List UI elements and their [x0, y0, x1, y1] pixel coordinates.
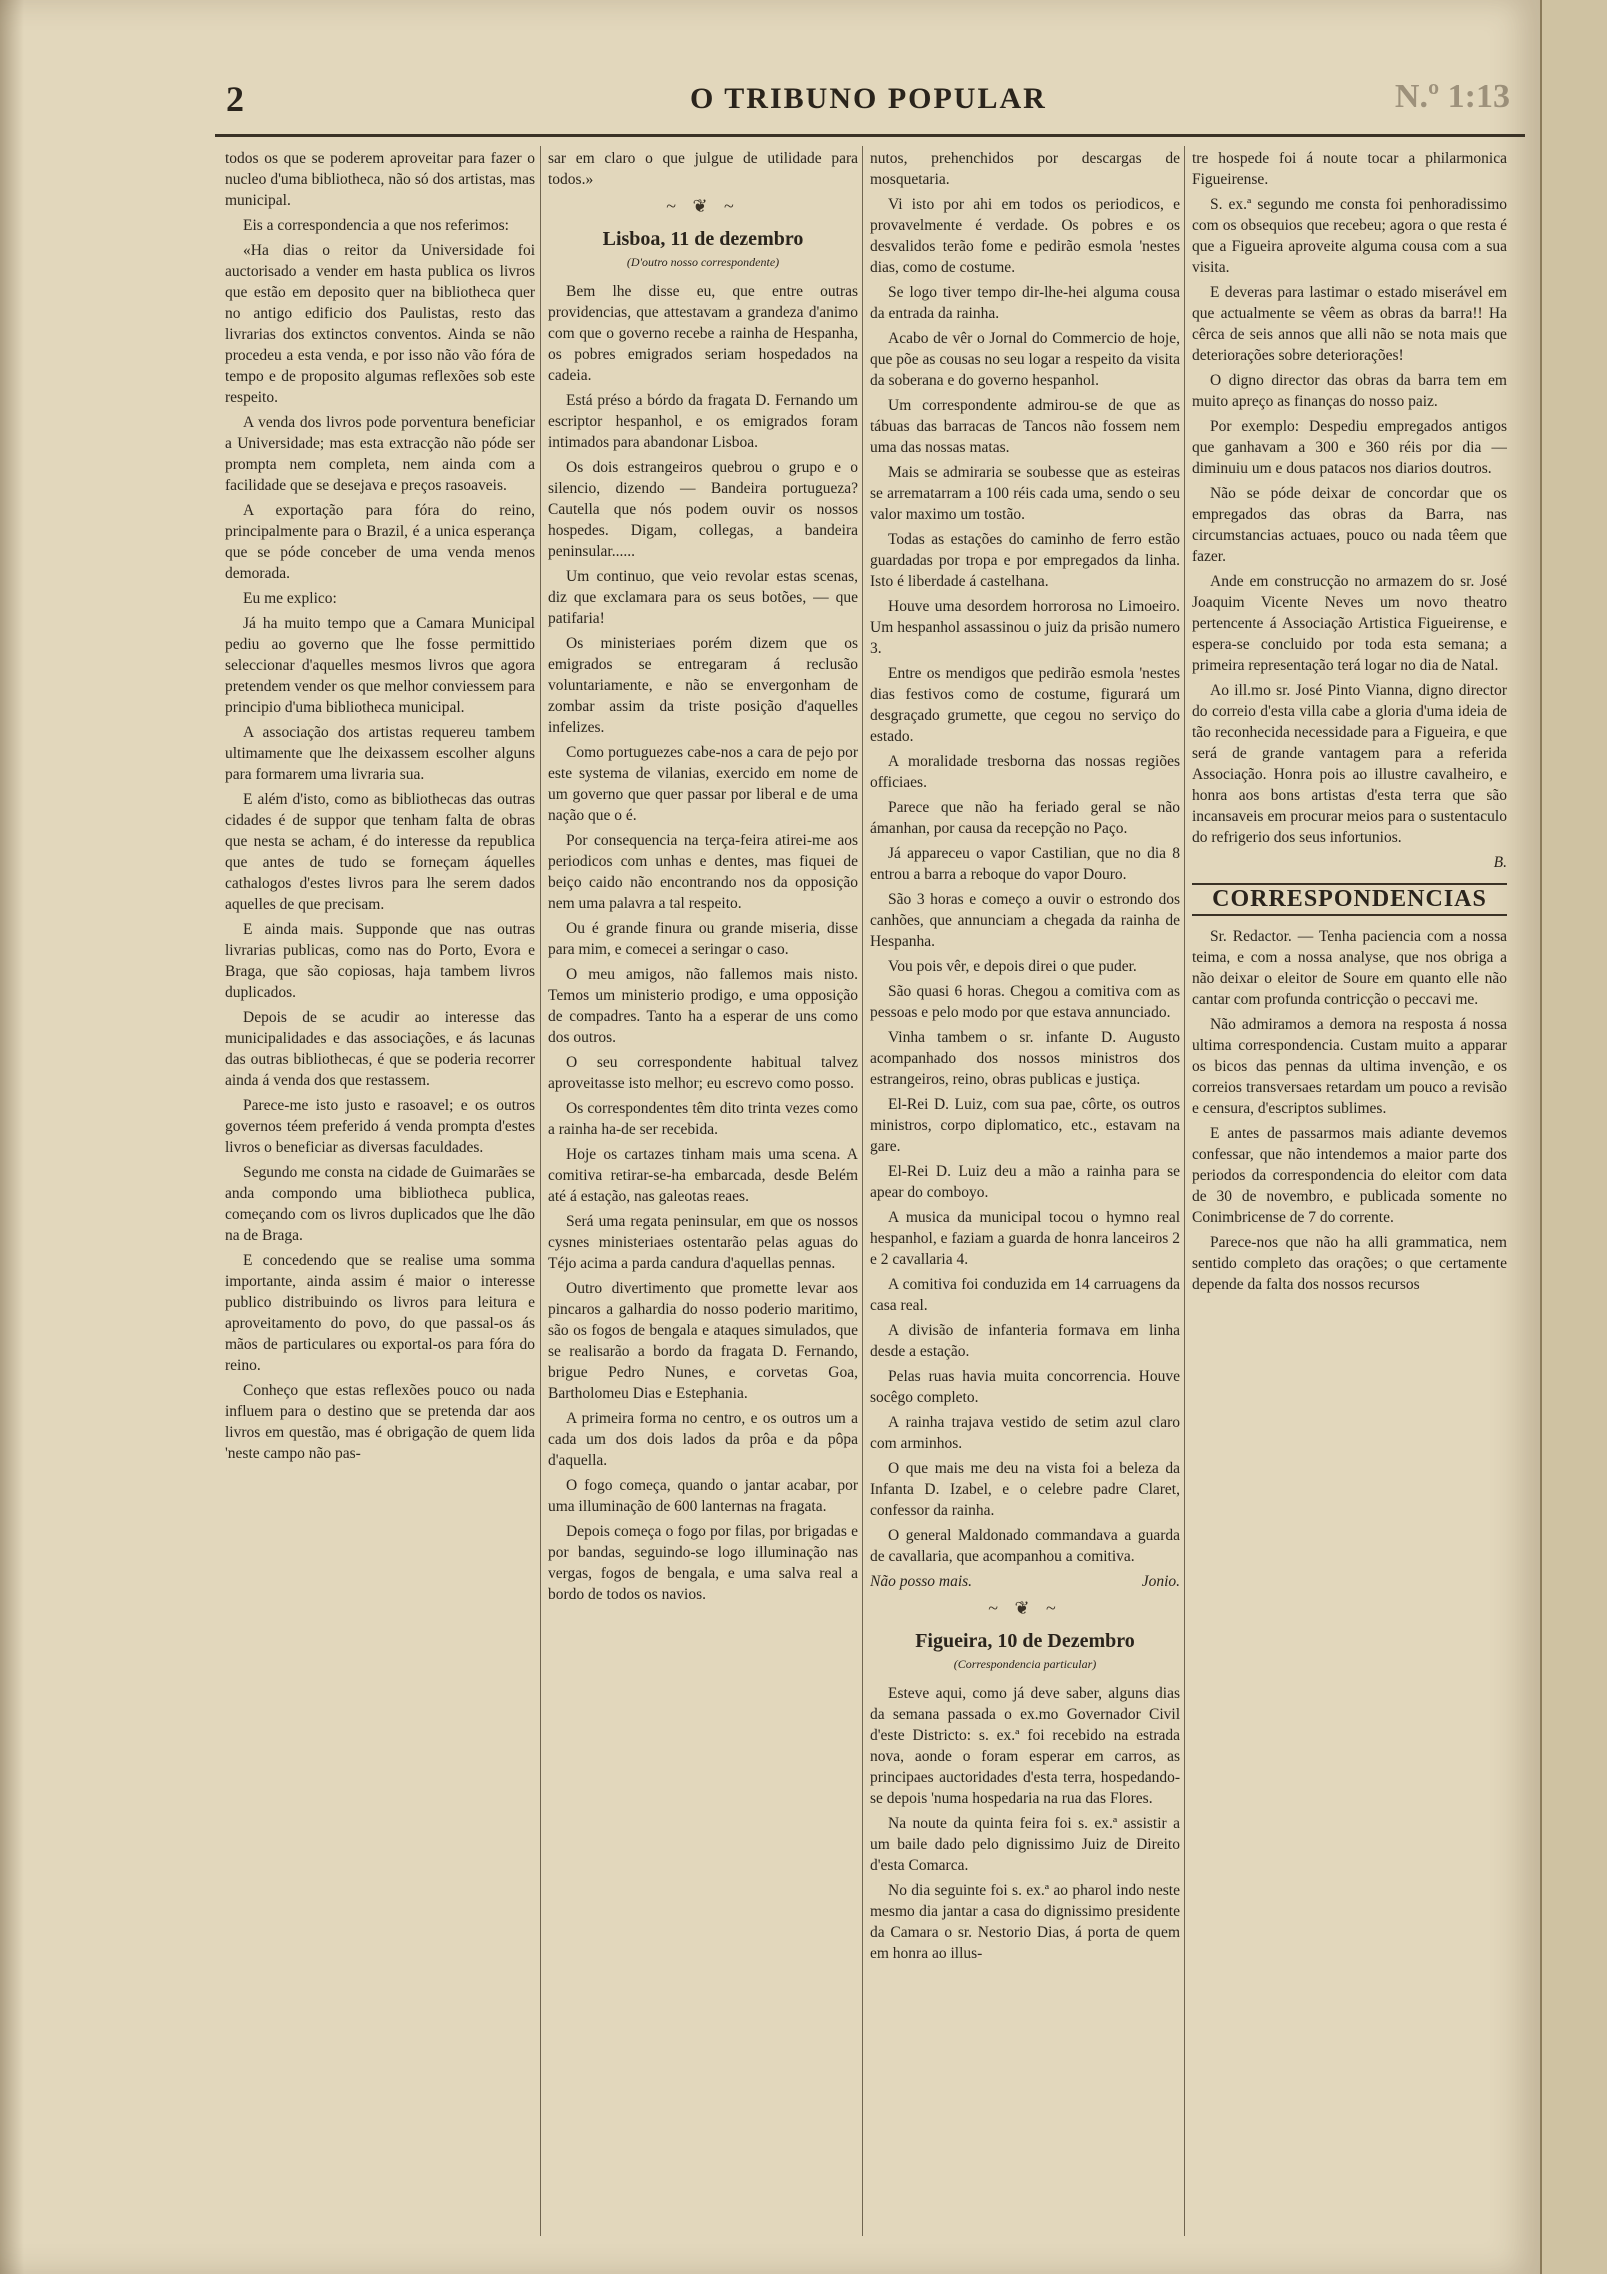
- paragraph: Parece-me isto justo e rasoavel; e os outros governos téem preferido á venda prompta d'estes livros o beneficiar as diversas faculdades.: [225, 1097, 535, 1156]
- paragraph: O meu amigos, não fallemos mais nisto. Temos um ministerio prodigo, e uma opposição de compadres. Tanto ha a esperar de uns como dos outros.: [548, 966, 858, 1046]
- paragraph: Por consequencia na terça-feira atirei-me aos periodicos com unhas e dentes, mas fiquei de beiço caido não encontrando nos da opposição nem uma palavra a tal respeito.: [548, 832, 858, 912]
- paragraph: Parece-nos que não ha alli grammatica, nem sentido completo das orações; o que certamente depende da falta dos nossos recursos: [1192, 1234, 1507, 1293]
- paragraph: Na noute da quinta feira foi s. ex.ª assistir a um baile dado pelo dignissimo Juiz de Direito d'esta Comarca.: [870, 1815, 1180, 1874]
- issue-number: N.º 1:13: [1394, 78, 1510, 115]
- paragraph: Mais se admiraria se soubesse que as esteiras se arrematarram a 100 réis cada uma, sendo o seu valor maximo um tostão.: [870, 464, 1180, 523]
- column-divider: [540, 146, 541, 2236]
- paragraph: A venda dos livros pode porventura beneficiar a Universidade; mas esta extracção não póde ser prompta nem completa, nem ainda com a facilidade que se desejava e preços rasoaveis.: [225, 414, 535, 494]
- paragraph: São 3 horas e começo a ouvir o estrondo dos canhões, que annunciam a chegada da rainha de Hespanha.: [870, 891, 1180, 950]
- paragraph: Todas as estações do caminho de ferro estão guardadas por tropa e por empregados da linha. Isto é liberdade á castelhana.: [870, 531, 1180, 590]
- adjacent-page-edge: [1540, 0, 1607, 2274]
- paragraph: Esteve aqui, como já deve saber, alguns dias da semana passada o ex.mo Governador Civil d'este Districto: s. ex.ª foi recebido na estrada nova, aonde o foram esperar em carros, as principaes auctoridades d'esta terra, hospedando-se depois 'numa hospedaria na rua das Flores.: [870, 1685, 1180, 1807]
- paragraph: Depois de se acudir ao interesse das municipalidades e das associações, e ás lacunas das outras bibliothecas, é que se poderia recorrer ainda á venda dos que restassem.: [225, 1009, 535, 1089]
- paragraph: El-Rei D. Luiz deu a mão a rainha para se apear do comboyo.: [870, 1163, 1180, 1201]
- paragraph: Os correspondentes têm dito trinta vezes como a rainha ha-de ser recebida.: [548, 1100, 858, 1138]
- paragraph: Depois começa o fogo por filas, por brigadas e por bandas, seguindo-se logo illuminação nas vergas, fogos de bengala, e uma salva real a bordo de todos os navios.: [548, 1523, 858, 1603]
- paragraph: Não se póde deixar de concordar que os empregados das obras da Barra, nas circumstancias actuaes, pouco ou nada têem que fazer.: [1192, 485, 1507, 565]
- paragraph: Já ha muito tempo que a Camara Municipal pediu ao governo que lhe fosse permittido seleccionar d'aquelles mesmos livros que agora pretendem vender os que melhor conviessem para principio d'uma bibliotheca municipal.: [225, 615, 535, 716]
- column-divider: [862, 146, 863, 2236]
- byline: (Correspondencia particular): [953, 1657, 1097, 1671]
- ornament-divider: ~ ❦ ~: [666, 196, 740, 216]
- paragraph: A associação dos artistas requereu tambem ultimamente que lhe deixassem escolher alguns para formarem uma livraria sua.: [225, 724, 535, 783]
- paragraph: A moralidade tresborna das nossas regiões officiaes.: [870, 753, 1180, 791]
- paragraph: O digno director das obras da barra tem em muito apreço as finanças do nosso paiz.: [1192, 372, 1507, 410]
- paragraph: O que mais me deu na vista foi a beleza da Infanta D. Izabel, e o celebre padre Claret, confessor da rainha.: [870, 1460, 1180, 1519]
- paragraph: El-Rei D. Luiz, com sua pae, côrte, os outros ministros, corpo diplomatico, etc., estavam na gare.: [870, 1096, 1180, 1155]
- paragraph: sar em claro o que julgue de utilidade para todos.»: [548, 150, 858, 188]
- column-1: [225, 148, 535, 2228]
- paragraph: Vinha tambem o sr. infante D. Augusto acompanhado dos nossos ministros dos estrangeiros, reino, obras publicas e justiça.: [870, 1029, 1180, 1088]
- paragraph: O general Maldonado commandava a guarda de cavallaria, que acompanhou a comitiva.: [870, 1527, 1180, 1565]
- page-number: 2: [226, 79, 244, 119]
- paragraph: Conheço que estas reflexões pouco ou nada influem para o destino que se pretenda dar aos livros em questão, mas é obrigação de quem lida 'neste campo não pas-: [225, 1382, 535, 1462]
- paragraph: A exportação para fóra do reino, principalmente para o Brazil, é a unica esperança que se póde conceber de uma venda menos demorada.: [225, 502, 535, 582]
- paragraph: E concedendo que se realise uma somma importante, ainda assim é maior o interesse publico distribuindo os livros para leitura e aproveitamento do povo, do que passal-os ás mãos de particulares ou exportal-os para fóra do reino.: [225, 1252, 535, 1374]
- paragraph: O seu correspondente habitual talvez aproveitasse isto melhor; eu escrevo como posso.: [548, 1054, 858, 1092]
- paragraph: E deveras para lastimar o estado miserável em que actualmente se vêem as obras da barra!! Ha cêrca de seis annos que alli não se nota mais que deteriorações sobre deteriorações!: [1192, 284, 1507, 364]
- page-fold-shadow: [0, 0, 24, 2274]
- paragraph: Segundo me consta na cidade de Guimarães se anda compondo uma bibliotheca publica, começando com os livros duplicados que lhe dão na de Braga.: [225, 1164, 535, 1244]
- masthead-rule: [215, 134, 1525, 137]
- paragraph: Eis a correspondencia a que nos referimos:: [243, 217, 509, 234]
- signature-jonio: Jonio.: [1141, 1573, 1180, 1590]
- paragraph: São quasi 6 horas. Chegou a comitiva com as pessoas e pelo modo por que estava annunciado.: [870, 983, 1180, 1021]
- paper-title: O TRIBUNO POPULAR: [690, 82, 1047, 115]
- paragraph: Não admiramos a demora na resposta á nossa ultima correspondencia. Custam muito a apparar os bicos das pennas da ultima invenção, e os correios transversaes retardam um pouco a revisão e censura, d'escriptos sublimes.: [1192, 1016, 1507, 1117]
- paragraph: No dia seguinte foi s. ex.ª ao pharol indo neste mesmo dia jantar a casa do dignissimo presidente da Camara o sr. Nestorio Dias, á porta de quem em honra ao illus-: [870, 1882, 1180, 1962]
- paragraph: A divisão de infanteria formava em linha desde a estação.: [870, 1322, 1180, 1360]
- dateline-figueira: Figueira, 10 de Dezembro: [915, 1630, 1135, 1652]
- dateline-lisboa: Lisboa, 11 de dezembro: [602, 228, 804, 250]
- closing-row: [870, 1571, 1180, 1592]
- paragraph: Ao ill.mo sr. José Pinto Vianna, digno director do correio d'esta villa cabe a gloria d'uma ideia de tão reconhecida necessidade para a Figueira, e que será de grande vantagem para a referida Associação. Honra pois ao illustre cavalheiro, e honra aos bons artistas d'esta terra que são incansaveis em procurar meios para o sustentaculo do refrigerio dos seus infortunios.: [1192, 682, 1507, 846]
- paragraph: E além d'isto, como as bibliothecas das outras cidades é de suppor que tenham falta de obras que nesta se acham, é do interesse da republica que antes de tudo se forneçam áquelles cathalogos d'estes livros para lhe serem dados aquelles de que precisam.: [225, 791, 535, 913]
- paragraph: A comitiva foi conduzida em 14 carruagens da casa real.: [870, 1276, 1180, 1314]
- signature-b: B.: [1493, 854, 1507, 871]
- paragraph: O fogo começa, quando o jantar acabar, por uma illuminação de 600 lanternas na fragata.: [548, 1477, 858, 1515]
- paragraph: Acabo de vêr o Jornal do Commercio de hoje, que põe as cousas no seu logar a respeito da visita da soberana e do governo hespanhol.: [870, 330, 1180, 389]
- paragraph: Será uma regata peninsular, em que os nossos cysnes ministeriaes ostentarão pelas aguas do Téjo acima a parda candura d'aquellas pennas.: [548, 1213, 858, 1272]
- paragraph: Parece que não ha feriado geral se não ámanhan, por causa da recepção no Paço.: [870, 799, 1180, 837]
- paragraph: Os ministeriaes porém dizem que os emigrados se entregaram á reclusão voluntariamente, e não se envergonham de zombar assim da triste posição d'aquelles infelizes.: [548, 635, 858, 736]
- paragraph: Outro divertimento que promette levar aos pincaros a galhardia do nosso poderio maritimo, são os fogos de bengala e ataques simulados, que se realisarão a bordo da fragata D. Fernando, brigue Pedro Nunes, e corvetas Goa, Bartholomeu Dias e Estephania.: [548, 1280, 858, 1402]
- paragraph: Já appareceu o vapor Castilian, que no dia 8 entrou a barra a reboque do vapor Douro.: [870, 845, 1180, 883]
- paragraph: Entre os mendigos que pedirão esmola 'nestes dias festivos como de costume, figurará um desgraçado grumette, que cegou no serviço do estado.: [870, 665, 1180, 745]
- ornament-divider: ~ ❦ ~: [988, 1598, 1062, 1618]
- paragraph: Vi isto por ahi em todos os periodicos, e provavelmente é verdade. Os pobres e os desvalidos terão fome e pedirão esmola 'nestes dias, como de costume.: [870, 196, 1180, 276]
- paragraph: Houve uma desordem horrorosa no Limoeiro. Um hespanhol assassinou o juiz da prisão numero 3.: [870, 598, 1180, 657]
- paragraph: Ande em construcção no armazem do sr. José Joaquim Vicente Neves um novo theatro pertencente á Associação Artistica Figueirense, e espera-se concluido por toda esta semana; a primeira representação terá logar no dia de Natal.: [1192, 573, 1507, 674]
- paragraph: nutos, prehenchidos por descargas de mosquetaria.: [870, 150, 1180, 188]
- byline: (D'outro nosso correspondente): [626, 255, 780, 269]
- paragraph: Os dois estrangeiros quebrou o grupo e o silencio, dizendo — Bandeira portugueza? Cautella que nós podem ouvir os nossos hospedes. Digam, collegas, a bandeira peninsular......: [548, 459, 858, 560]
- paragraph: S. ex.ª segundo me consta foi penhoradissimo com os obsequios que recebeu; agora o que resta é que a Figueira aproveite alguma cousa com a sua visita.: [1192, 196, 1507, 276]
- section-title-correspondencias: CORRESPONDENCIAS: [1192, 883, 1507, 916]
- paragraph: A musica da municipal tocou o hymno real hespanhol, e faziam a guarda de honra lanceiros 2 e 2 cavallaria 4.: [870, 1209, 1180, 1268]
- paragraph: Por exemplo: Despediu empregados antigos que ganhavam a 300 e 360 réis por dia — diminuiu um e dous patacos nos diarios doutros.: [1192, 418, 1507, 477]
- column-4: [1192, 148, 1507, 2228]
- paragraph: E ainda mais. Supponde que nas outras livrarias publicas, como nas do Porto, Evora e Braga, que são copiosas, haja tambem livros duplicados.: [225, 921, 535, 1001]
- paragraph: Se logo tiver tempo dir-lhe-hei alguma cousa da entrada da rainha.: [870, 284, 1180, 322]
- paragraph: E antes de passarmos mais adiante devemos confessar, que não intendemos a maior parte dos periodos da correspondencia do eleitor com data de 30 de novembro, e publicada somente no Conimbricense de 7 do corrente.: [1192, 1125, 1507, 1226]
- paragraph: «Ha dias o reitor da Universidade foi auctorisado a vender em hasta publica os livros que estão em deposito quer na bibliotheca quer no antigo edificio dos Paulistas, resto das livrarias dos extinctos conventos. Ainda se não procedeu a esta venda, e por isso não vão fóra de tempo e de proposito algumas reflexões sob este respeito.: [225, 242, 535, 406]
- paragraph: todos os que se poderem aproveitar para fazer o nucleo d'uma bibliotheca, não só dos artistas, mas municipal.: [225, 150, 535, 209]
- masthead: [210, 78, 1530, 130]
- column-3: [870, 148, 1180, 2228]
- paragraph: Bem lhe disse eu, que entre outras providencias, que attestavam a grandeza d'animo com que o governo recebe a rainha de Hespanha, os pobres emigrados seriam hospedados na cadeia.: [548, 283, 858, 384]
- paragraph: Pelas ruas havia muita concorrencia. Houve socêgo completo.: [870, 1368, 1180, 1406]
- column-2: [548, 148, 858, 2228]
- paragraph: Hoje os cartazes tinham mais uma scena. A comitiva retirar-se-ha embarcada, desde Belém até á estação, nas galeotas reaes.: [548, 1146, 858, 1205]
- paragraph: Está préso a bórdo da fragata D. Fernando um escriptor hespanhol, e os emigrados foram intimados para abandonar Lisboa.: [548, 392, 858, 451]
- paragraph: tre hospede foi á noute tocar a philarmonica Figueirense.: [1192, 150, 1507, 188]
- closing-line: Não posso mais.: [870, 1573, 973, 1590]
- column-divider: [1184, 146, 1185, 2236]
- paragraph: Um correspondente admirou-se de que as tábuas das barracas de Tancos não fossem nem uma das nossas matas.: [870, 397, 1180, 456]
- paragraph: Um continuo, que veio revolar estas scenas, diz que exclamara para os seus botões, — que patifaria!: [548, 568, 858, 627]
- paragraph: Eu me explico:: [243, 590, 337, 607]
- paragraph: Sr. Redactor. — Tenha paciencia com a nossa teima, e com a nossa analyse, que nos obriga a não deixar o eleitor de Soure em quanto elle não cantar com profunda contricção o peccavi me.: [1192, 928, 1507, 1008]
- paragraph: Vou pois vêr, e depois direi o que puder.: [888, 958, 1137, 975]
- paragraph: A rainha trajava vestido de setim azul claro com arminhos.: [870, 1414, 1180, 1452]
- paragraph: Ou é grande finura ou grande miseria, disse para mim, e comecei a seringar o caso.: [548, 920, 858, 958]
- paragraph: A primeira forma no centro, e os outros um a cada um dos dois lados da prôa e da pôpa d'aquella.: [548, 1410, 858, 1469]
- paragraph: Como portuguezes cabe-nos a cara de pejo por este systema de vilanias, exercido em nome de um governo que quer passar por liberal e de uma nação que o é.: [548, 744, 858, 824]
